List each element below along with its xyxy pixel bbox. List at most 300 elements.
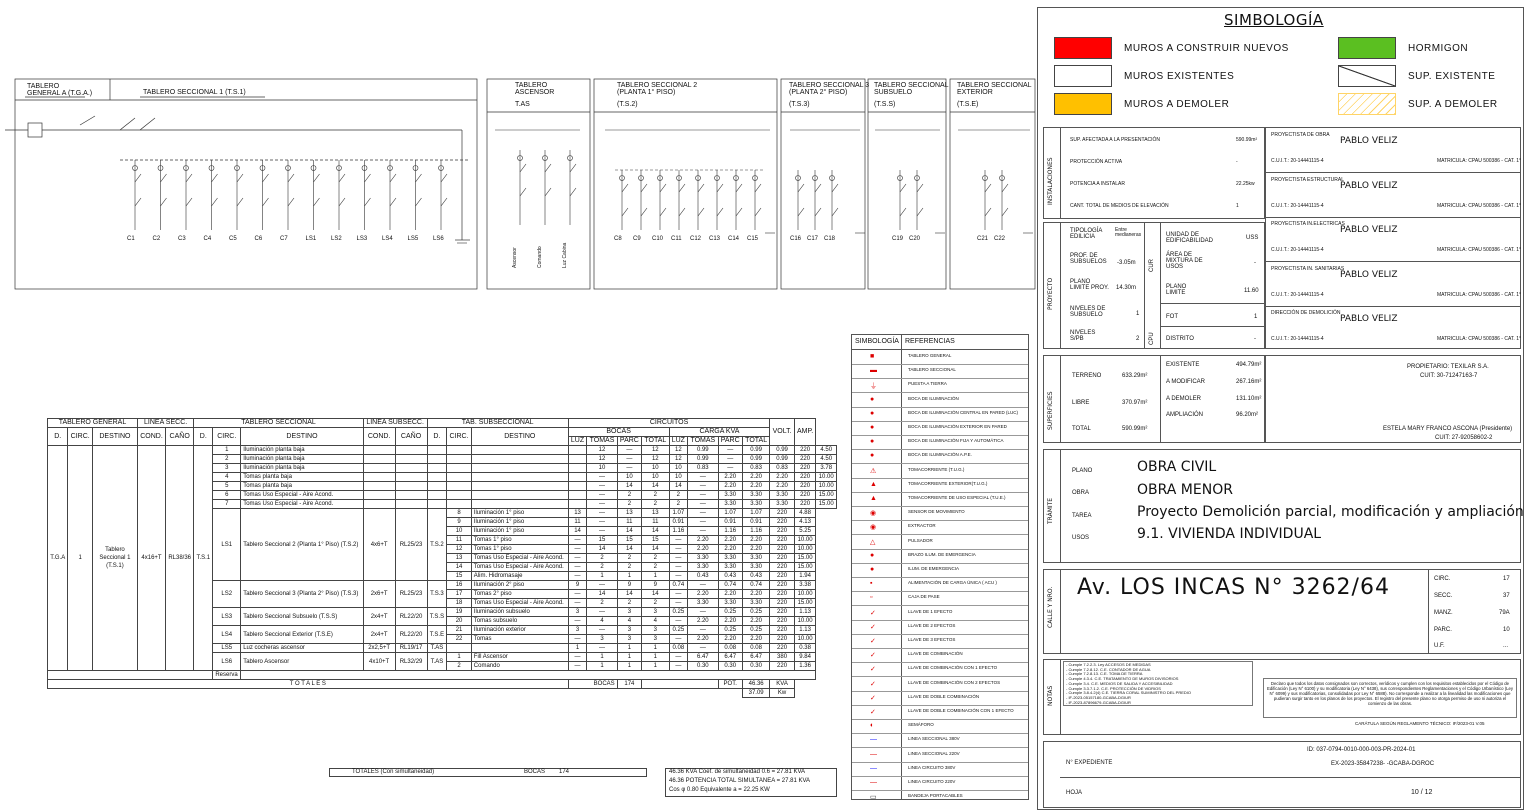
inst-key: SUP. AFECTADA A LA PRESENTACIÓN: [1070, 137, 1161, 143]
breaker-symbol: [314, 174, 320, 182]
nota-item: - Cumple 7.2.2.3. Ley ACCESOS DE MEDIDAS: [1066, 662, 1151, 667]
sub-dest-cell: Iluminación exterior: [471, 626, 568, 635]
th-carga: CARGA KVA: [669, 428, 770, 437]
ts2-circuit-label: C9: [633, 236, 641, 242]
value-cell: 220: [770, 581, 794, 590]
breaker-symbol: [660, 184, 666, 192]
value-cell: —: [587, 500, 617, 509]
value-cell: 14: [642, 590, 669, 599]
hoja-key: HOJA: [1066, 790, 1083, 796]
legend-symbol-icon: ▪: [870, 580, 873, 588]
value-cell: 2.20: [742, 617, 769, 626]
th-col: LUZ: [669, 437, 688, 446]
th-sub: CIRC.: [213, 428, 241, 446]
value-cell: 2.20: [718, 473, 742, 482]
th-bocas: BOCAS: [568, 428, 669, 437]
value-cell: —: [587, 608, 617, 617]
fot-key: FOT: [1166, 314, 1178, 320]
value-cell: 2: [617, 500, 641, 509]
owner-line2: CUIT: 30-71247163-7: [1420, 373, 1478, 379]
value-cell: 4: [642, 617, 669, 626]
value-cell: 3: [617, 608, 641, 617]
proyecto-label: PROYECTO: [1047, 277, 1054, 310]
sub-circ-cell: 1: [447, 653, 472, 662]
value-cell: 2.20: [742, 482, 769, 491]
value-cell: 11: [617, 518, 641, 527]
secc-key: SECC.: [1434, 593, 1453, 599]
ls-cond: 2x4+T: [363, 608, 395, 626]
mod-val: 267.16m²: [1236, 379, 1262, 385]
empty-cell: [568, 500, 587, 509]
ls-name: LS3: [213, 608, 241, 626]
empty-cell: [363, 491, 395, 500]
value-cell: 12: [642, 455, 669, 464]
ls-dest: Tablero Seccional Subsuelo (T.S.S): [241, 608, 364, 626]
sub-circ-cell: 22: [447, 635, 472, 644]
empty-cell: [363, 482, 395, 491]
empty-cell: [363, 500, 395, 509]
prof-cuit: C.U.I.T.: 20-14441115-4: [1271, 202, 1324, 209]
sub-circ-cell: 19: [447, 608, 472, 617]
value-cell: 10: [642, 473, 669, 482]
hoja-val: 10 / 12: [1411, 789, 1433, 796]
empty-cell: [447, 473, 472, 482]
breaker-symbol: [570, 188, 576, 196]
value-cell: 12: [642, 446, 669, 455]
total-key: TOTAL: [1072, 426, 1091, 432]
value-cell: 2.20: [742, 590, 769, 599]
prof-val: -3.05m: [1117, 260, 1136, 266]
value-cell: 3.30: [718, 500, 742, 509]
empty-cell: [568, 455, 587, 464]
value-cell: 0.25: [669, 626, 688, 635]
th-amp: AMP.: [794, 419, 816, 446]
value-cell: 9: [617, 581, 641, 590]
ls-dest: Tablero Ascensor: [241, 653, 364, 671]
value-cell: —: [688, 473, 718, 482]
th-tablero-general: TABLERO GENERAL: [48, 419, 138, 428]
th-col: TOTAL: [742, 437, 769, 446]
breaker-symbol: [390, 174, 396, 182]
value-cell: 3.30: [718, 491, 742, 500]
value-cell: —: [688, 644, 718, 653]
ts2-circuit-label: C13: [709, 236, 721, 242]
sub-dest-cell: [471, 644, 568, 653]
ts3-circuit-label: C17: [807, 236, 819, 242]
th-col: PARC: [718, 437, 742, 446]
prof-name: PABLO VELIZ: [1340, 136, 1398, 146]
legend-symbol-icon: ●: [870, 409, 875, 417]
th-sub: D.: [194, 428, 213, 446]
legend-symbol-icon: ⚠: [870, 467, 877, 475]
value-cell: —: [669, 545, 688, 554]
inst-val: 1: [1236, 203, 1239, 209]
tot-kva: 46.36: [742, 680, 769, 689]
value-cell: 0.25: [718, 608, 742, 617]
value-cell: —: [688, 608, 718, 617]
empty-cell: [427, 482, 447, 491]
value-cell: 3.30: [718, 554, 742, 563]
legend-symbol-icon: ◉: [870, 510, 877, 518]
value-cell: 3: [617, 626, 641, 635]
value-cell: —: [669, 554, 688, 563]
value-cell: 0.83: [770, 464, 794, 473]
value-cell: 2.20: [718, 536, 742, 545]
prof-matricula: MATRICULA: CPAU 500386 - CAT. 1°: [1437, 158, 1521, 164]
value-cell: 4.88: [794, 509, 816, 518]
value-cell: 2: [617, 563, 641, 572]
value-cell: 2: [642, 554, 669, 563]
legend-item: LINEA CIRCUITO 380V: [908, 764, 956, 770]
tot-pot-label: POT.: [718, 680, 742, 689]
value-cell: —: [587, 581, 617, 590]
value-cell: 4.13: [794, 518, 816, 527]
empty-cell: [427, 473, 447, 482]
legend-symbol-icon: ⏚: [870, 383, 877, 391]
inst-key: POTENCIA A INSTALAR: [1070, 181, 1125, 187]
ts3-title: TABLERO SECCIONAL 3 (PLANTA 2° PISO): [789, 82, 870, 96]
value-cell: 2.20: [688, 545, 718, 554]
simbologia-title: SIMBOLOGÍA: [1224, 11, 1324, 29]
value-cell: 1.07: [742, 509, 769, 518]
value-cell: —: [688, 626, 718, 635]
inst-key: CANT. TOTAL DE MEDIOS DE ELEVACIÓN: [1070, 203, 1169, 209]
th-col: TOMAS: [688, 437, 718, 446]
fot-val: 1: [1254, 314, 1258, 320]
ts1-circuit-label: LS4: [382, 236, 393, 242]
circ-cell: 2: [213, 455, 241, 464]
th-col: LUZ: [568, 437, 587, 446]
breaker-symbol: [717, 208, 723, 216]
value-cell: 2: [669, 500, 688, 509]
expediente-key: N° EXPEDIENTE: [1066, 760, 1113, 766]
niv-key: NIVELES S/PB: [1070, 330, 1096, 342]
value-cell: 1.16: [718, 527, 742, 536]
ts1-circuit-label: C7: [280, 236, 288, 242]
ls-d: T.S.S: [427, 608, 447, 626]
ls-d: T.S.3: [427, 581, 447, 608]
ls-cond: 2x2,5+T: [363, 644, 395, 653]
sub-dest-cell: Tomas: [471, 635, 568, 644]
breaker-symbol: [390, 198, 396, 206]
breaker-symbol: [917, 208, 923, 216]
value-cell: 14: [642, 527, 669, 536]
value-cell: 0.83: [688, 464, 718, 473]
value-cell: —: [587, 482, 617, 491]
circ-cell: 6: [213, 491, 241, 500]
legend-item: PUESTA A TIERRA: [908, 381, 947, 387]
breaker-symbol: [237, 198, 243, 206]
tga-label: TABLERO GENERAL A (T.G.A.): [27, 83, 93, 97]
value-cell: 1.94: [794, 572, 816, 581]
tg-d2: T.S.1: [194, 446, 213, 671]
nota-item: - Cumple 3.4. C.E. MEDIOS DE SALIDA Y ACCESIBILIDAD: [1066, 680, 1173, 686]
value-cell: 3: [642, 635, 669, 644]
prof-role: PROYECTISTA IN.ELECTRICAS: [1271, 221, 1345, 227]
breaker-symbol: [339, 198, 345, 206]
breaker-symbol: [736, 184, 742, 192]
value-cell: 220: [770, 509, 794, 518]
value-cell: 12: [669, 455, 688, 464]
dest-cell: Tomas Uso Especial - Aire Acond.: [241, 500, 364, 509]
value-cell: 220: [770, 626, 794, 635]
ts1-circuit-label: LS2: [331, 236, 342, 242]
value-cell: 0.99: [742, 446, 769, 455]
empty-cell: [363, 446, 395, 455]
value-cell: 0.25: [742, 608, 769, 617]
breaker-symbol: [985, 184, 991, 192]
value-cell: 11: [568, 518, 587, 527]
legend-item: LLAVE DE COMBINACIÓN: [908, 651, 963, 657]
value-cell: 0.25: [742, 626, 769, 635]
value-cell: 4.50: [816, 455, 837, 464]
breaker-symbol: [1002, 208, 1008, 216]
value-cell: 220: [770, 617, 794, 626]
ts3-code: (T.S.3): [789, 101, 810, 108]
totals-bocas-label: BOCAS: [524, 769, 546, 775]
circ-cell: 7: [213, 500, 241, 509]
value-cell: 220: [794, 455, 816, 464]
value-cell: —: [669, 572, 688, 581]
sub-circ-cell: 12: [447, 545, 472, 554]
sub-dest-cell: Tomas Uso Especial - Aire Acond.: [471, 599, 568, 608]
legend-item: LLAVE DE DOBLE COMBINACIÓN CON 1 EFECTO: [908, 708, 1014, 713]
amp-val: 96.20m²: [1236, 412, 1259, 418]
value-cell: 0.74: [669, 581, 688, 590]
value-cell: 13: [568, 509, 587, 518]
th-sub: DESTINO: [241, 428, 364, 446]
terreno-val: 633.29m²: [1122, 373, 1148, 379]
legend-symbol-icon: ●: [870, 452, 875, 460]
instalaciones-label: INSTALACIONES: [1047, 157, 1054, 205]
ls-cond: 2x4+T: [363, 626, 395, 644]
value-cell: 0.91: [742, 518, 769, 527]
value-cell: 220: [794, 482, 816, 491]
dem-key: A DEMOLER: [1166, 396, 1202, 402]
th-circuitos: CIRCUITOS: [568, 419, 770, 428]
simbologia-swatch: [1338, 93, 1396, 115]
breaker-symbol: [365, 198, 371, 206]
value-cell: 10.00: [794, 617, 816, 626]
value-cell: 14: [587, 590, 617, 599]
value-cell: 13: [642, 509, 669, 518]
legend-col2: REFERENCIAS: [905, 338, 955, 345]
empty-cell: [395, 455, 427, 464]
breaker-symbol: [1002, 184, 1008, 192]
ls-cano: RL32/29: [395, 653, 427, 671]
legend-item: BOCA DE ILUMINACIÓN EXTERIOR EN PARED: [908, 424, 1007, 429]
tramite-usos-key: USOS: [1072, 535, 1090, 541]
area-key: ÁREA DE MIXTURA DE USOS: [1166, 252, 1203, 270]
ts1-circuit-label: LS5: [407, 236, 419, 242]
sub-circ-cell: 11: [447, 536, 472, 545]
ts2-circuit-label: C12: [690, 236, 702, 242]
sub-circ-cell: 2: [447, 662, 472, 671]
legend-item: BANDEJA PORTACABLES: [908, 793, 963, 799]
breaker-symbol: [365, 174, 371, 182]
value-cell: 0.38: [794, 644, 816, 653]
parc-val: 10: [1503, 627, 1510, 633]
tse-circuit-label: C22: [994, 236, 1006, 242]
empty-cell: [363, 473, 395, 482]
th-tab-subseccional: TAB. SUBSECCIONAL: [427, 419, 568, 428]
prof-role: DIRECCIÓN DE DEMOLICIÓN: [1271, 310, 1341, 316]
value-cell: 3: [642, 608, 669, 617]
totals-line1: 46.36 KVA Coef. de simultaneidad 0.6 = 27.81 KVA: [669, 769, 806, 775]
tg-d: T.G.A: [48, 446, 68, 671]
tot-bocas: 174: [617, 680, 641, 689]
breaker-symbol: [416, 198, 422, 206]
breaker-symbol: [237, 174, 243, 182]
value-cell: 2.20: [718, 617, 742, 626]
references-legend: [851, 334, 1029, 800]
value-cell: 220: [770, 554, 794, 563]
breaker-symbol: [755, 208, 761, 216]
empty-cell: [427, 491, 447, 500]
sub-circ-cell: 17: [447, 590, 472, 599]
value-cell: 2: [617, 599, 641, 608]
tot-bocas-label: BOCAS: [568, 680, 617, 689]
empty-cell: [471, 464, 568, 473]
value-cell: 220: [770, 590, 794, 599]
tg-cano: RL38/36: [166, 446, 194, 671]
value-cell: —: [669, 617, 688, 626]
tss-circuit-label: C20: [909, 236, 921, 242]
ls-name: LS5: [213, 644, 241, 653]
ts3-circuit-label: C18: [824, 236, 836, 242]
legend-symbol-icon: —: [870, 779, 877, 786]
legend-item: LLAVE DE DOBLE COMBINACIÓN: [908, 693, 980, 699]
value-cell: —: [587, 518, 617, 527]
breaker-symbol: [900, 208, 906, 216]
owner-line4: CUIT: 27-92058602-2: [1435, 435, 1493, 441]
breaker-symbol: [900, 184, 906, 192]
legend-symbol-icon: ●: [870, 438, 875, 446]
sub-dest-cell: Tomas Uso Especial - Aire Acond.: [471, 554, 568, 563]
totales-label: T O T A L E S: [48, 680, 569, 689]
value-cell: 14: [617, 527, 641, 536]
value-cell: 0.99: [770, 455, 794, 464]
legend-symbol-icon: ■: [870, 353, 875, 360]
legend-item: TABLERO GENERAL: [908, 353, 952, 358]
tse-code: (T.S.E): [957, 101, 979, 108]
legend-item: LLAVE DE 3 EFECTOS: [908, 637, 956, 642]
legend-symbol-icon: ▲: [870, 480, 877, 488]
tramite-obra-key: OBRA: [1072, 490, 1090, 496]
th-sub: D.: [48, 428, 68, 446]
dest-cell: Iluminación planta baja: [241, 464, 364, 473]
value-cell: 14: [617, 482, 641, 491]
empty-cell: [471, 482, 568, 491]
value-cell: 220: [770, 536, 794, 545]
breaker-symbol: [815, 208, 821, 216]
uf-key: U.F.: [1434, 643, 1445, 649]
value-cell: —: [669, 653, 688, 662]
breaker-symbol: [339, 174, 345, 182]
legend-symbol-icon: ✓: [870, 694, 876, 702]
value-cell: 0.43: [742, 572, 769, 581]
value-cell: 0.08: [669, 644, 688, 653]
niv-sub-key: NIVELES DE SUBSUELO: [1070, 306, 1106, 318]
value-cell: 10.00: [816, 482, 837, 491]
legend-symbol-icon: ✓: [870, 609, 876, 617]
value-cell: 0.43: [718, 572, 742, 581]
empty-cell: [471, 491, 568, 500]
value-cell: 3.30: [742, 491, 769, 500]
value-cell: 15: [642, 536, 669, 545]
value-cell: —: [587, 491, 617, 500]
value-cell: 12: [587, 455, 617, 464]
ls-d: T.S.2: [427, 509, 447, 581]
value-cell: 2: [642, 500, 669, 509]
value-cell: 14: [617, 545, 641, 554]
value-cell: 0.30: [742, 662, 769, 671]
value-cell: 10.00: [794, 545, 816, 554]
ls-dest: Tablero Seccional 2 (Planta 1° Piso) (T.S.2): [241, 509, 364, 581]
value-cell: 15.00: [794, 554, 816, 563]
value-cell: 10: [669, 473, 688, 482]
value-cell: 15: [587, 536, 617, 545]
value-cell: 3.30: [770, 500, 794, 509]
value-cell: 4: [617, 617, 641, 626]
value-cell: —: [718, 455, 742, 464]
legend-item: LLAVE DE 2 EFECTOS: [908, 622, 956, 628]
sub-dest-cell: Iluminación subsuelo: [471, 608, 568, 617]
value-cell: 1: [642, 644, 669, 653]
simbologia-label: MUROS A DEMOLER: [1124, 99, 1230, 110]
value-cell: —: [568, 545, 587, 554]
value-cell: 3.30: [688, 554, 718, 563]
dist-val: -: [1254, 336, 1256, 342]
prof-name: PABLO VELIZ: [1340, 225, 1398, 235]
value-cell: 1: [587, 653, 617, 662]
inst-val: -: [1236, 159, 1238, 165]
legend-symbol-icon: —: [870, 736, 877, 744]
value-cell: 10.00: [794, 590, 816, 599]
th-linea-secc: LINEA SECC.: [137, 419, 193, 428]
value-cell: —: [587, 527, 617, 536]
breaker-symbol: [545, 188, 551, 196]
uf-val: ...: [1503, 643, 1509, 649]
value-cell: —: [718, 464, 742, 473]
ts1-title: TABLERO SECCIONAL 1 (T.S.1): [143, 89, 246, 96]
ls-cano: RL19/17: [395, 644, 427, 653]
legend-item: LINEA CIRCUITO 220V: [908, 779, 956, 784]
tas-circuit-label: Comando: [537, 246, 543, 268]
sub-dest-cell: Iluminación 1° piso: [471, 527, 568, 536]
ue-val: USS: [1246, 235, 1259, 241]
value-cell: 3.30: [742, 599, 769, 608]
legend-item: BOCA DE ILUMINACIÓN CENTRAL EN PARED (LUC): [908, 409, 1019, 415]
value-cell: 2: [617, 554, 641, 563]
value-cell: 380: [770, 653, 794, 662]
th-tablero-seccional: TABLERO SECCIONAL: [194, 419, 363, 428]
breaker-symbol: [416, 174, 422, 182]
tas-code: T.AS: [515, 101, 530, 108]
value-cell: 2.20: [688, 536, 718, 545]
value-cell: 220: [794, 464, 816, 473]
prof-cuit: C.U.I.T.: 20-14441115-4: [1271, 291, 1324, 298]
ls-d: T.S.E: [427, 626, 447, 644]
value-cell: 3.30: [770, 491, 794, 500]
sub-dest-cell: Iluminación 1° piso: [471, 509, 568, 518]
sub-dest-cell: Fill Ascensor: [471, 653, 568, 662]
value-cell: —: [617, 446, 641, 455]
exist-val: 494.79m²: [1236, 362, 1262, 368]
value-cell: 1: [587, 572, 617, 581]
value-cell: —: [669, 536, 688, 545]
tas-title: TABLERO ASCENSOR: [515, 82, 555, 96]
